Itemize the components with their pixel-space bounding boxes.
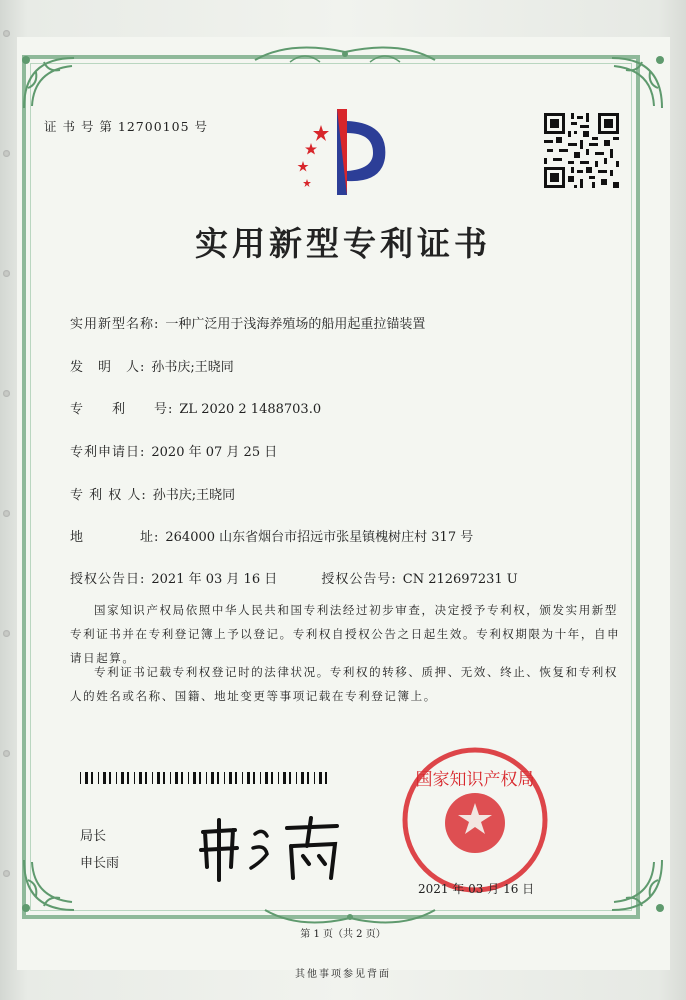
barcode-bar xyxy=(85,772,88,784)
barcode-bar xyxy=(127,772,129,784)
logo-icon xyxy=(285,103,395,198)
binder-hole xyxy=(3,150,10,157)
barcode-bar xyxy=(242,772,243,784)
field-label: 授权公告日: xyxy=(70,572,146,587)
binder-hole xyxy=(3,30,10,37)
director-name: 申长雨 xyxy=(80,856,120,871)
barcode-bar xyxy=(325,772,327,784)
barcode-bar xyxy=(217,772,219,784)
field-label: 专 利 权 人: xyxy=(70,488,147,503)
binder-hole xyxy=(3,510,10,517)
signature-icon xyxy=(195,812,345,887)
barcode-bar xyxy=(157,772,160,784)
qr-code-icon xyxy=(544,113,619,188)
field-value: CN 212697231 U xyxy=(402,572,518,587)
barcode-bar xyxy=(224,772,225,784)
barcode-bar xyxy=(206,772,207,784)
binder-holes xyxy=(3,10,11,990)
field-value: 孙书庆;王晓同 xyxy=(152,488,236,503)
binder-hole xyxy=(3,270,10,277)
barcode-bar xyxy=(307,772,309,784)
barcode-bar xyxy=(98,772,99,784)
official-seal-icon xyxy=(400,745,550,895)
barcode-bar xyxy=(181,772,183,784)
top-ornament-icon xyxy=(250,40,440,70)
field-value: ZL 2020 2 1488703.0 xyxy=(179,402,322,417)
field-label: 地 址: xyxy=(70,530,160,545)
barcode-bar xyxy=(121,772,124,784)
binder-hole xyxy=(3,750,10,757)
barcode-bar xyxy=(235,772,237,784)
legal-paragraph: 国家知识产权局依照中华人民共和国专利法经过初步审查，决定授予专利权，颁发实用新型专利证书并在专利登记簿上予以登记。专利权自授权公告之日起生效。专利权期限为十年，自申请日起算。 xyxy=(70,603,621,665)
barcode-bar xyxy=(188,772,189,784)
field-row-address xyxy=(70,526,473,545)
corner-ornament-icon xyxy=(602,850,672,920)
barcode-bar xyxy=(296,772,297,784)
barcode-icon xyxy=(80,772,330,784)
barcode-bar xyxy=(247,772,250,784)
barcode-bar xyxy=(139,772,142,784)
legal-paragraph: 专利证书记载专利权登记时的法律状况。专利权的转移、质押、无效、终止、恢复和专利权人的姓名或名称、国籍、地址变更等事项记载在专利登记簿上。 xyxy=(70,665,618,703)
back-note: 其他事项参见背面 xyxy=(295,969,391,980)
barcode-bar xyxy=(260,772,261,784)
seal-date: 2021 年 03 月 16 日 xyxy=(418,882,535,896)
barcode-bar xyxy=(109,772,111,784)
barcode-bar xyxy=(314,772,315,784)
field-label: 授权公告号: xyxy=(321,572,397,587)
document-title: 实用新型专利证书 xyxy=(195,224,491,263)
field-row-grant xyxy=(70,568,518,587)
barcode-bar xyxy=(278,772,279,784)
barcode-bar xyxy=(319,772,322,784)
binder-hole xyxy=(3,870,10,877)
field-label: 实用新型名称: xyxy=(70,317,160,332)
corner-ornament-icon xyxy=(14,850,84,920)
barcode-bar xyxy=(170,772,171,784)
binder-hole xyxy=(3,390,10,397)
corner-ornament-icon xyxy=(602,48,672,118)
barcode-bar xyxy=(289,772,291,784)
field-label: 专 利 号: xyxy=(70,402,174,417)
field-value: 2020 年 07 月 25 日 xyxy=(151,445,278,460)
barcode-bar xyxy=(271,772,273,784)
barcode-bar xyxy=(301,772,304,784)
page-number: 第 1 页（共 2 页） xyxy=(300,929,386,940)
barcode-bar xyxy=(175,772,178,784)
barcode-bar xyxy=(134,772,135,784)
barcode-bar xyxy=(163,772,165,784)
corner-ornament-icon xyxy=(14,48,84,118)
binder-hole xyxy=(3,630,10,637)
field-row-patentee xyxy=(70,484,235,503)
barcode-bar xyxy=(211,772,214,784)
barcode-bar xyxy=(152,772,153,784)
barcode-bar xyxy=(103,772,106,784)
barcode-bar xyxy=(116,772,117,784)
seal-text: 国家知识产权局 xyxy=(415,770,535,790)
barcode-bar xyxy=(145,772,147,784)
field-value: 一种广泛用于浅海养殖场的船用起重拉锚装置 xyxy=(165,317,426,332)
field-value: 264000 山东省烟台市招远市张星镇槐树庄村 317 号 xyxy=(165,530,474,545)
field-label: 专利申请日: xyxy=(70,445,146,460)
barcode-bar xyxy=(229,772,232,784)
field-row-inventor xyxy=(70,356,234,375)
barcode-bar xyxy=(253,772,255,784)
barcode-bar xyxy=(265,772,268,784)
director-label: 局长 xyxy=(80,829,107,844)
barcode-bar xyxy=(193,772,196,784)
barcode-bar xyxy=(283,772,286,784)
field-value: 孙书庆;王晓同 xyxy=(151,360,234,375)
field-row-patent-number xyxy=(70,398,321,417)
field-label: 发 明 人: xyxy=(70,360,146,375)
field-row-name xyxy=(70,313,425,332)
barcode-bar xyxy=(199,772,201,784)
field-row-filing-date xyxy=(70,441,277,460)
certificate-number: 证 书 号 第 12700105 号 xyxy=(44,119,208,134)
barcode-bar xyxy=(80,772,81,784)
field-value: 2021 年 03 月 16 日 xyxy=(151,572,278,587)
barcode-bar xyxy=(91,772,93,784)
